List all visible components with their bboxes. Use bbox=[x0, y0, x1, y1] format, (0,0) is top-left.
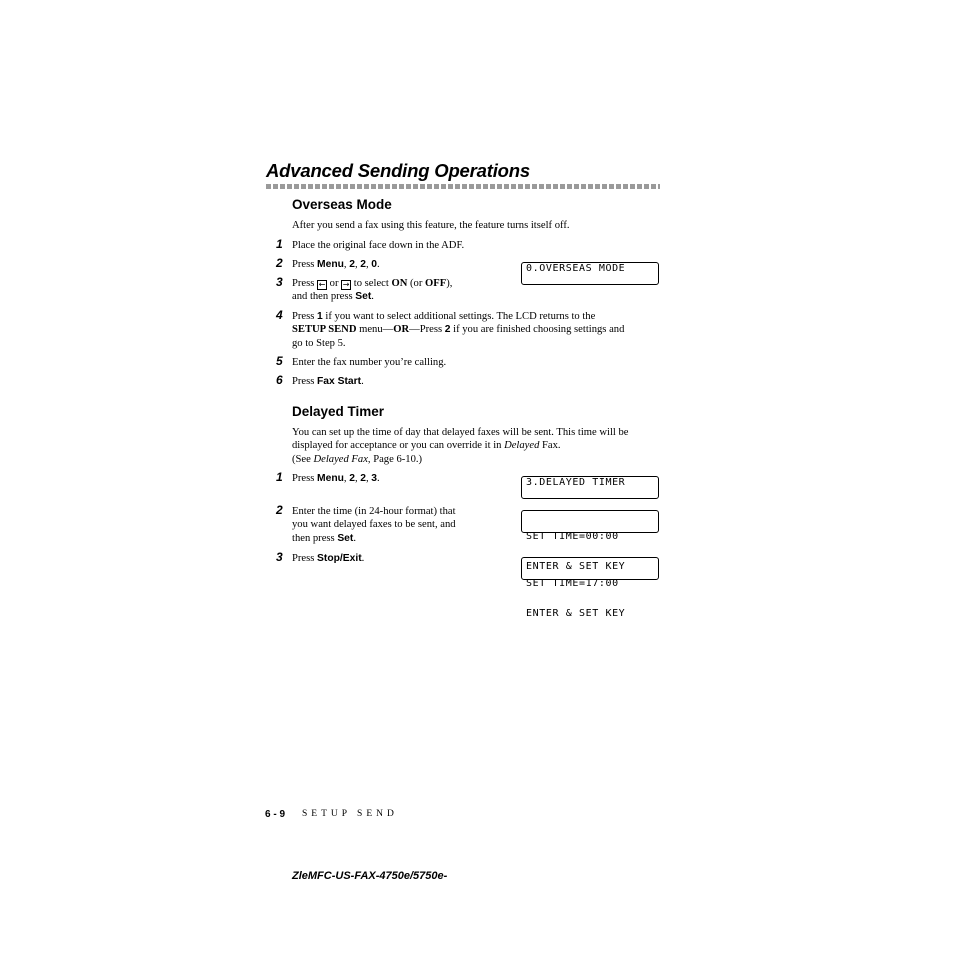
delayed-intro: You can set up the time of day that delayed faxes will be sent. This time will be displayed for acceptance or you can override it in Delayed Fax. (See Delayed Fax, Page 6-10.) bbox=[292, 427, 629, 465]
overseas-step-5: Enter the fax number you’re calling. bbox=[292, 357, 447, 368]
page-title: Advanced Sending Operations bbox=[266, 160, 530, 181]
overseas-step-1: Place the original face down in the ADF. bbox=[292, 240, 465, 251]
overseas-step-4: Press 1 if you want to select additional settings. The LCD returns to the SETUP SEND menu—OR—Press 2 if you are finished choosing settings and go to Step 5. bbox=[292, 311, 625, 349]
key-set: Set bbox=[355, 291, 372, 303]
overseas-step-6: Press Fax Start. bbox=[292, 376, 364, 387]
page-number: 6 - 9 bbox=[265, 809, 286, 820]
title-divider bbox=[266, 184, 660, 189]
overseas-step-3: Press ← or → to select ON (or OFF), and then press Set. bbox=[292, 278, 453, 303]
lcd-display-set-time-entered: SET TIME=17:00 ENTER & SET KEY bbox=[521, 557, 659, 580]
delayed-step-1: Press Menu, 2, 2, 3. bbox=[292, 473, 380, 484]
left-arrow-key-icon: ← bbox=[318, 280, 326, 289]
key-fax-start: Fax Start bbox=[317, 376, 362, 387]
step-number: 4 bbox=[276, 308, 283, 322]
key-set: Set bbox=[337, 532, 354, 544]
step-number: 3 bbox=[276, 275, 283, 289]
step-number: 6 bbox=[276, 373, 283, 387]
lcd-display-delayed-timer: 3.DELAYED TIMER bbox=[521, 476, 659, 499]
section-heading-overseas-mode: Overseas Mode bbox=[292, 197, 392, 212]
step-number: 1 bbox=[276, 470, 283, 484]
delayed-step-3: Press Stop/Exit. bbox=[292, 553, 365, 564]
step-number: 2 bbox=[276, 503, 283, 517]
overseas-intro: After you send a fax using this feature, the feature turns itself off. bbox=[292, 220, 570, 231]
right-arrow-key-icon: → bbox=[342, 280, 350, 289]
file-identifier: ZleMFC-US-FAX-4750e/5750e- bbox=[292, 870, 448, 882]
section-heading-delayed-timer: Delayed Timer bbox=[292, 404, 385, 419]
step-number: 2 bbox=[276, 256, 283, 270]
step-number: 5 bbox=[276, 354, 283, 368]
section-footer: SETUP SEND bbox=[302, 809, 398, 819]
lcd-display-overseas-mode: 0.OVERSEAS MODE bbox=[521, 262, 659, 285]
key-stop-exit: Stop/Exit bbox=[317, 553, 362, 564]
key-menu: Menu bbox=[317, 259, 344, 270]
step-number: 3 bbox=[276, 550, 283, 564]
key-menu: Menu bbox=[317, 473, 344, 484]
overseas-step-2: Press Menu, 2, 2, 0. bbox=[292, 259, 380, 270]
lcd-display-set-time-default: SET TIME=00:00 ENTER & SET KEY bbox=[521, 510, 659, 533]
delayed-step-2: Enter the time (in 24-hour format) that you want delayed faxes to be sent, and then press Set. bbox=[292, 506, 456, 544]
step-number: 1 bbox=[276, 237, 283, 251]
